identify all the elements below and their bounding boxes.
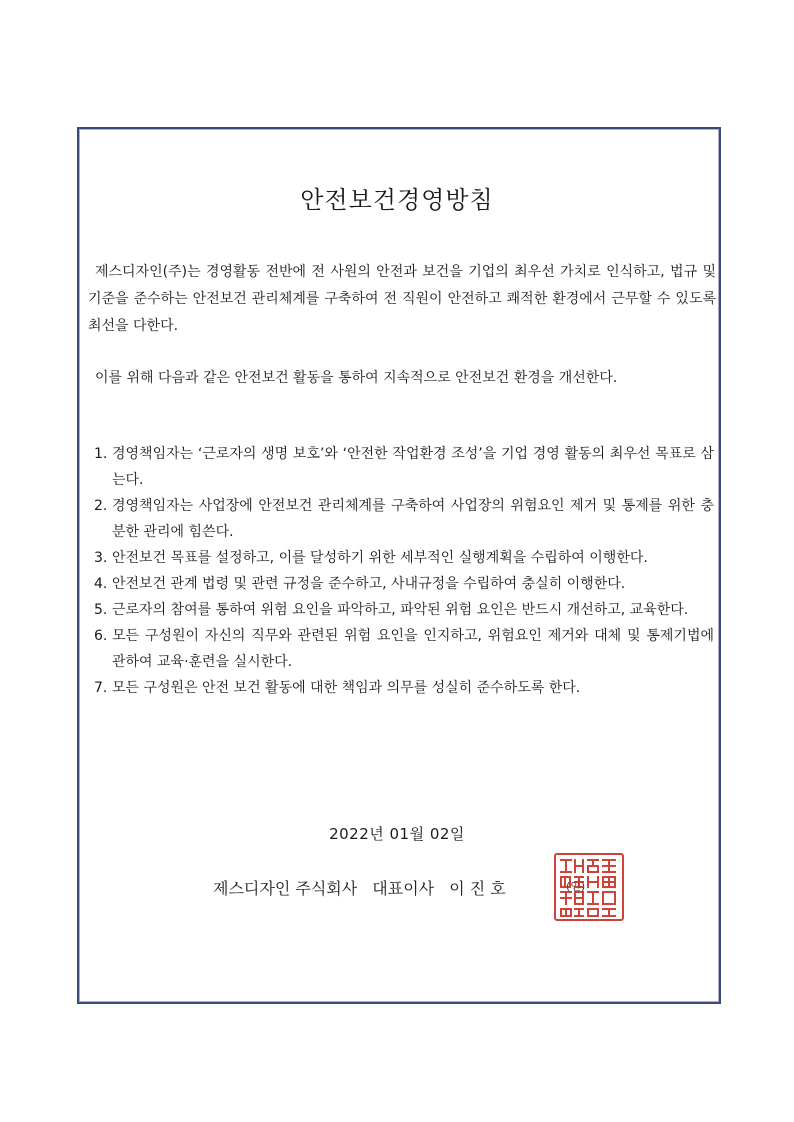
list-item xyxy=(94,545,714,571)
signer-position: 대표이사 xyxy=(372,879,435,898)
list-text: 경영책임자는 ‘근로자의 생명 보호’와 ‘안전한 작업환경 조성’을 기업 경영 활동의 최우선 목표로 삼는다. xyxy=(112,446,714,488)
list-item xyxy=(94,493,714,545)
list-number: 5. xyxy=(94,602,108,618)
signature-line xyxy=(213,876,516,899)
list-number: 7. xyxy=(94,680,108,696)
policy-list xyxy=(94,441,714,701)
list-number: 4. xyxy=(94,576,108,592)
company-seal-stamp xyxy=(553,852,625,922)
seal-mark-label: (인) xyxy=(566,880,586,893)
list-number: 1. xyxy=(94,446,108,462)
list-item xyxy=(94,675,714,701)
list-number: 6. xyxy=(94,628,108,644)
list-item xyxy=(94,571,714,597)
document-date: 2022년 01월 02일 xyxy=(329,825,465,843)
purpose-paragraph: 이를 위해 다음과 같은 안전보건 활동을 통하여 지속적으로 안전보건 환경을 개선한다. xyxy=(95,370,618,386)
list-item xyxy=(94,597,714,623)
intro-paragraph: 제스디자인(주)는 경영활동 전반에 전 사원의 안전과 보건을 기업의 최우선 가치로 인식하고, 법규 및 기준을 준수하는 안전보건 관리체계를 구축하여 전 직원이 안전하고 쾌적한 환경에서 근무할 수 있도록 최선을 다한다. xyxy=(88,264,716,334)
company-name: 제스디자인 주식회사 xyxy=(213,879,358,898)
list-item xyxy=(94,623,714,675)
page-title: 안전보건경영방침 xyxy=(300,186,494,214)
list-text: 근로자의 참여를 통하여 위험 요인을 파악하고, 파악된 위험 요인은 반드시 개선하고, 교육한다. xyxy=(112,602,689,618)
list-number: 2. xyxy=(94,498,108,514)
list-item xyxy=(94,441,714,493)
list-text: 경영책임자는 사업장에 안전보건 관리체계를 구축하여 사업장의 위험요인 제거 및 통제를 위한 충분한 관리에 힘쓴다. xyxy=(112,498,714,540)
list-text: 안전보건 관계 법령 및 관련 규정을 준수하고, 사내규정을 수립하여 충실히 이행한다. xyxy=(112,576,626,592)
list-text: 안전보건 목표를 설정하고, 이를 달성하기 위한 세부적인 실행계획을 수립하여 이행한다. xyxy=(112,550,648,566)
list-text: 모든 구성원이 자신의 직무와 관련된 위험 요인을 인지하고, 위험요인 제거와 대체 및 통제기법에 관하여 교육·훈련을 실시한다. xyxy=(112,628,714,670)
list-text: 모든 구성원은 안전 보건 활동에 대한 책임과 의무를 성실히 준수하도록 한다. xyxy=(112,680,581,696)
list-number: 3. xyxy=(94,550,108,566)
signer-name: 이 진 호 xyxy=(449,879,506,898)
